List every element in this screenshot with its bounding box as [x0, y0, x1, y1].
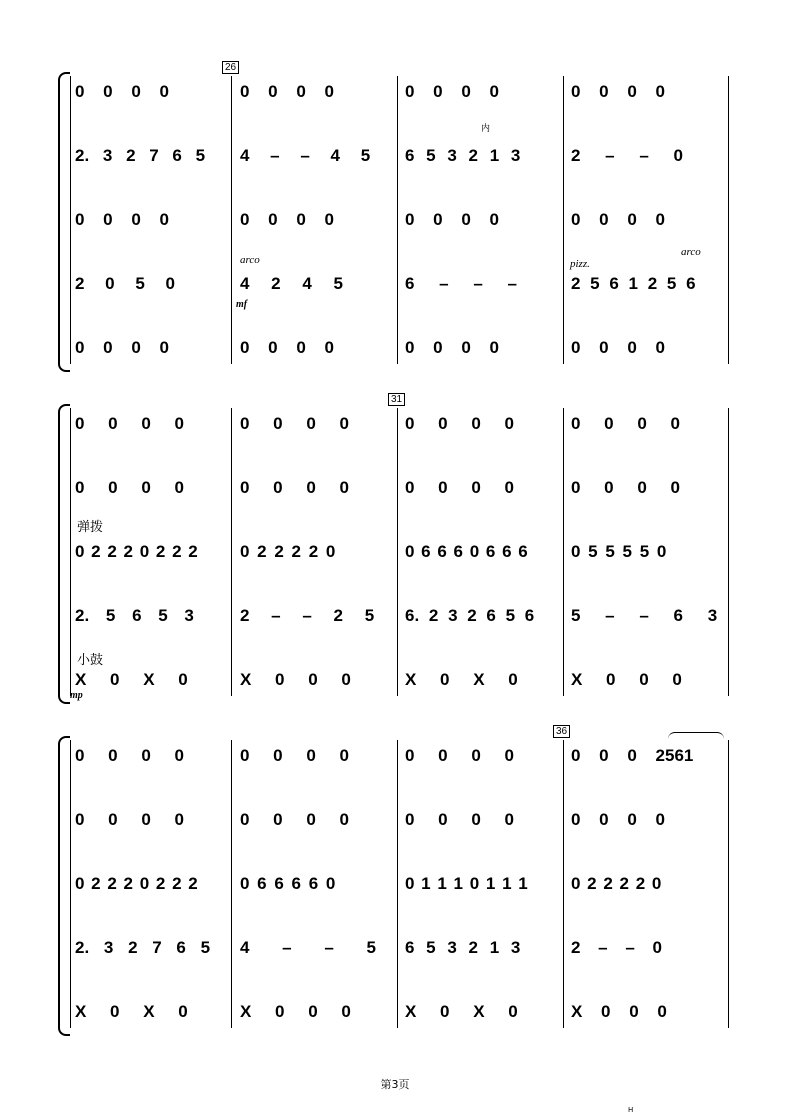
notation-cell: 0 0 0 0 — [240, 82, 334, 101]
barline — [728, 740, 729, 1028]
dynamic-mp: mp — [70, 690, 83, 701]
notation-cell: 0 0 0 0 — [405, 478, 514, 497]
score-system-3 — [0, 726, 790, 1030]
notation-cell: 2. 5 6 5 3 — [75, 606, 194, 625]
notation-cell: 0 2 2 2 0 2 2 2 — [75, 874, 198, 893]
notation-cell: 0 0 0 0 — [405, 414, 514, 433]
measure-number: 36 — [553, 725, 570, 738]
notation-cell: 0 0 0 0 — [240, 746, 349, 765]
barline — [563, 408, 564, 696]
notation-cell: X 0 X 0 — [75, 1002, 188, 1021]
notation-cell: 0 0 0 0 — [571, 478, 680, 497]
xiaogu-label: 小鼓 — [77, 653, 104, 668]
notation-cell: 4 – – 5 — [240, 938, 376, 957]
notation-cell: 0 0 0 0 — [571, 810, 665, 829]
slur-mark — [668, 732, 724, 739]
measure-number: 31 — [388, 393, 405, 406]
notation-cell: 0 0 0 0 — [240, 210, 334, 229]
barline — [397, 76, 398, 364]
nei-marking: 内 — [481, 124, 491, 134]
notation-cell: 4 – – 4 5 — [240, 146, 371, 165]
notation-cell: 0 0 0 0 — [571, 338, 665, 357]
notation-cell: 0 0 0 0 — [240, 478, 349, 497]
notation-cell: 0 0 0 0 — [405, 210, 499, 229]
arco-marking: arco — [240, 254, 260, 266]
notation-cell: 0 2 2 2 2 0 — [240, 542, 336, 561]
notation-cell: 0 0 0 0 — [571, 414, 680, 433]
measure-number: 26 — [222, 61, 239, 74]
barline — [563, 76, 564, 364]
notation-cell: 2. 3 2 7 6 5 — [75, 938, 211, 957]
system-barline — [70, 408, 71, 696]
notation-cell: 0 0 0 0 — [75, 414, 184, 433]
notation-cell: 0 2 2 2 2 0 — [571, 874, 662, 893]
notation-cell: 5 – – 6 3 — [571, 606, 718, 625]
notation-cell: 0 0 0 0 — [75, 746, 184, 765]
score-system-2 — [0, 394, 790, 701]
notation-cell: 0 5 5 5 5 0 — [571, 542, 667, 561]
notation-cell: 0 1 1 1 0 1 1 1 — [405, 874, 528, 893]
notation-cell: 0 0 0 0 — [240, 414, 349, 433]
notation-cell: X 0 0 0 — [240, 670, 351, 689]
notation-cell: 0 6 6 6 6 0 — [240, 874, 336, 893]
notation-cell: 6 5 3 2 1 3 — [405, 146, 521, 165]
notation-cell: 0 0 0 0 — [75, 82, 169, 101]
tanbo-label: 弹拨 — [77, 520, 104, 535]
system-barline — [70, 76, 71, 364]
barline — [563, 740, 564, 1028]
notation-cell: 2 5 6 1 2 5 6 — [571, 274, 696, 293]
arco-marking: arco — [681, 246, 701, 258]
notation-cell: 2 – – 0 — [571, 938, 662, 957]
notation-cell: 0 0 0 0 — [405, 82, 499, 101]
notation-cell: 6 – – – — [405, 274, 517, 293]
barline — [728, 76, 729, 364]
notation-cell: 0 0 0 0 — [75, 810, 184, 829]
barline — [231, 740, 232, 1028]
notation-cell: 0 0 0 0 — [405, 746, 514, 765]
system-brace — [58, 72, 70, 372]
notation-cell: 0 0 0 0 — [405, 338, 499, 357]
notation-cell: X 0 X 0 — [405, 1002, 518, 1021]
notation-cell: 0 0 0 0 — [75, 210, 169, 229]
notation-cell: X 0 0 0 — [571, 670, 682, 689]
pizz-marking: pizz. — [570, 258, 590, 270]
notation-cell: 6. 2 3 2 6 5 6 — [405, 606, 535, 625]
barline — [397, 408, 398, 696]
barline — [231, 408, 232, 696]
dynamic-mf: mf — [236, 299, 248, 310]
notation-cell: 4 2 4 5 — [240, 274, 343, 293]
notation-cell: 0 2 2 2 0 2 2 2 — [75, 542, 198, 561]
barline — [231, 76, 232, 364]
notation-cell: 0 0 0 0 — [571, 82, 665, 101]
notation-cell: X 0 X 0 — [75, 670, 188, 689]
score-system-1 — [0, 62, 790, 366]
notation-cell: 0 0 0 0 — [571, 210, 665, 229]
notation-cell: 2 – – 0 — [571, 146, 683, 165]
notation-cell: 2. 3 2 7 6 5 — [75, 146, 206, 165]
system-barline — [70, 740, 71, 1028]
notation-cell: X 0 0 0 — [571, 1002, 667, 1021]
notation-cell: 0 0 0 0 — [75, 478, 184, 497]
notation-cell: X 0 0 0 — [240, 1002, 351, 1021]
notation-cell: X 0 X 0 — [405, 670, 518, 689]
notation-cell: 0 0 0 0 — [240, 338, 334, 357]
notation-cell: 6 5 3 2 1 3 — [405, 938, 521, 957]
barline — [728, 408, 729, 696]
system-brace — [58, 404, 70, 704]
notation-cell: 0 0 0 0 — [75, 338, 169, 357]
barline — [397, 740, 398, 1028]
notation-cell: 2 – – 2 5 — [240, 606, 375, 625]
page-number: 第3页 — [380, 1078, 410, 1091]
notation-cell: 0 0 0 2561 — [571, 746, 694, 765]
corner-mark: H — [628, 1106, 634, 1114]
notation-cell: 0 0 0 0 — [240, 810, 349, 829]
notation-cell: 2 0 5 0 — [75, 274, 175, 293]
notation-cell: 0 0 0 0 — [405, 810, 514, 829]
system-brace — [58, 736, 70, 1036]
notation-cell: 0 6 6 6 0 6 6 6 — [405, 542, 528, 561]
